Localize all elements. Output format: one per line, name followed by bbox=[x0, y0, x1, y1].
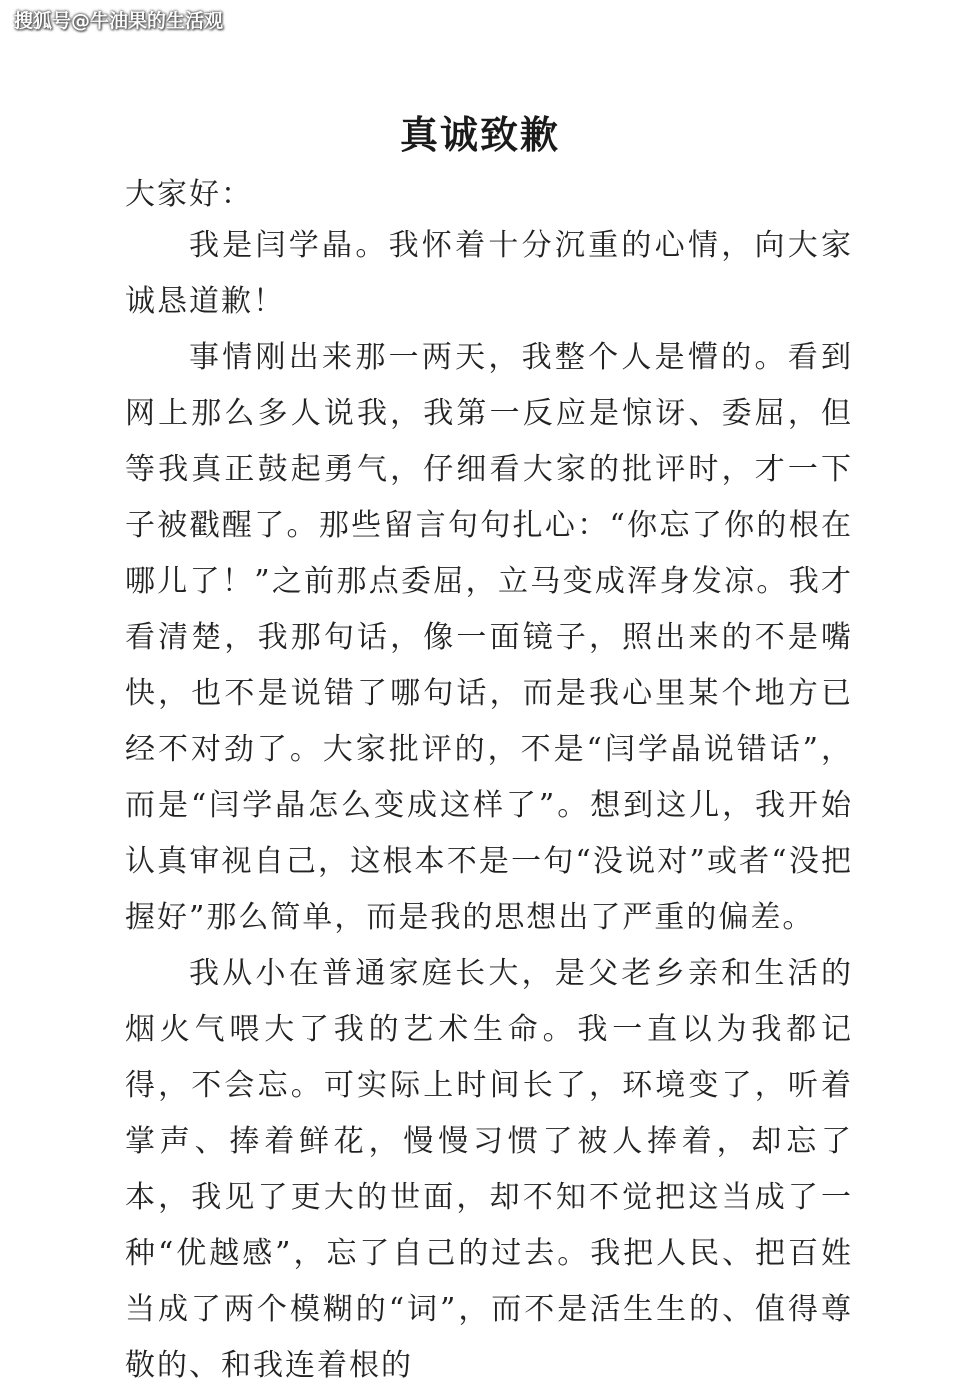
document-body bbox=[125, 218, 853, 1394]
paragraph-2: 事情刚出来那一两天，我整个人是懵的。看到网上那么多人说我，我第一反应是惊讶、委屈，但等我真正鼓起勇气，仔细看大家的批评时，才一下子被戳醒了。那些留言句句扎心：“你忘了你的根在哪儿了！”之前那点委屈，立马变成浑身发凉。我才看清楚，我那句话，像一面镜子，照出来的不是嘴快，也不是说错了哪句话，而是我心里某个地方已经不对劲了。大家批评的，不是“闫学晶说错话”，而是“闫学晶怎么变成这样了”。想到这儿，我开始认真审视自己，这根本不是一句“没说对”或者“没把握好”那么简单，而是我的思想出了严重的偏差。 bbox=[125, 340, 853, 935]
document-title: 真诚致歉 bbox=[399, 112, 560, 157]
watermark: 搜狐号@牛油果的生活观 bbox=[14, 10, 224, 32]
salutation: 大家好： bbox=[125, 177, 253, 212]
paragraph-1: 我是闫学晶。我怀着十分沉重的心情，向大家诚恳道歉！ bbox=[125, 228, 853, 319]
paragraph-3: 我从小在普通家庭长大，是父老乡亲和生活的烟火气喂大了我的艺术生命。我一直以为我都记得，不会忘。可实际上时间长了，环境变了，听着掌声、捧着鲜花，慢慢习惯了被人捧着，却忘了本，我见了更大的世面，却不知不觉把这当成了一种“优越感”，忘了自己的过去。我把人民、把百姓当成了两个模糊的“词”，而不是活生生的、值得尊敬的、和我连着根的 bbox=[125, 956, 853, 1383]
